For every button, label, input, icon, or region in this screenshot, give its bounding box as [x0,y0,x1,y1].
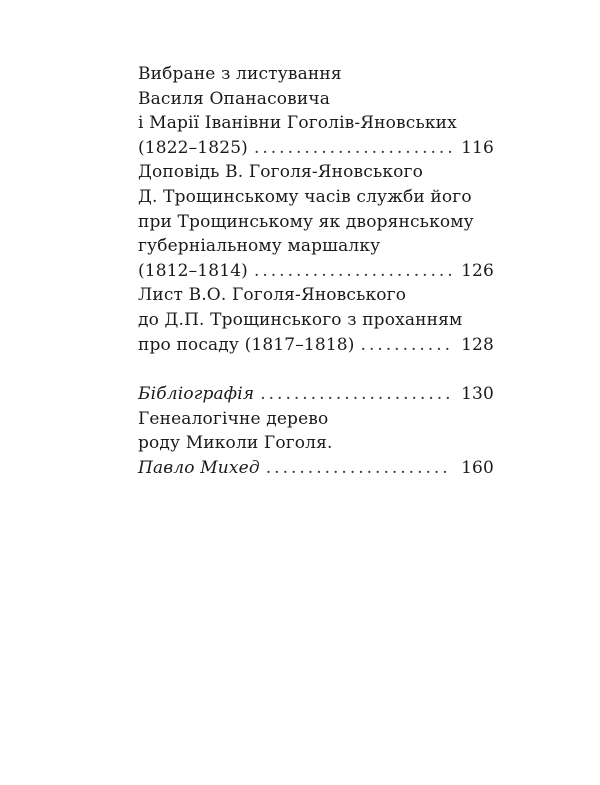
toc-entry-genealogy[interactable] [138,407,494,481]
toc-entry-title-line: про посаду (1817–1818) [138,334,355,355]
toc-entry-last-line [138,382,494,407]
toc-entry-bibliography[interactable] [138,382,494,407]
toc-entry-correspondence[interactable] [138,62,494,160]
dot-leader [254,259,451,284]
toc-entry-title-line: при Трощинському як дворянському [138,211,474,232]
page-number: 160 [461,457,494,478]
toc-entry-title-line: Лист В.О. Гоголя-Яновського [138,285,407,306]
toc-entry-last-line [138,136,494,161]
toc-entry-title-line: (1812–1814) [138,260,248,281]
page-number: 130 [461,384,494,405]
toc-entry-title-line: (1822–1825) [138,137,248,158]
dot-leader [266,456,451,481]
toc-entry-title-line: Д. Трощинському часів служби його [138,186,472,207]
dot-leader [361,333,452,358]
toc-entry-last-line [138,333,494,358]
toc-entry-author: Павло Михед [138,457,260,478]
page-number: 126 [461,260,494,281]
toc-entry-title-line: Доповідь В. Гоголя-Яновського [138,162,423,183]
page-number: 116 [461,137,494,158]
toc-entry-letter[interactable] [138,283,494,357]
toc-entry-last-line [138,456,494,481]
toc-entry-title-line: роду Миколи Гоголя. [138,433,333,454]
toc-entry-title-line: Вибране з листування [138,64,342,84]
toc-entry-title-line: Генеалогічне дерево [138,408,329,429]
toc-entry-title-line: Василя Опанасовича [138,88,331,109]
dot-leader [260,382,451,407]
toc-entry-report[interactable] [138,160,494,283]
dot-leader [254,136,451,161]
toc-entry-title-line: Бібліографія [138,384,255,405]
toc-entry-title-line: губерніальному маршалку [138,236,381,257]
toc-entry-title-line: до Д.П. Трощинського з проханням [138,309,463,330]
toc-entry-last-line [138,259,494,284]
table-of-contents [138,62,494,481]
toc-entry-title-line: і Марії Іванівни Гоголів-Яновських [138,113,457,134]
page-number: 128 [461,334,494,355]
